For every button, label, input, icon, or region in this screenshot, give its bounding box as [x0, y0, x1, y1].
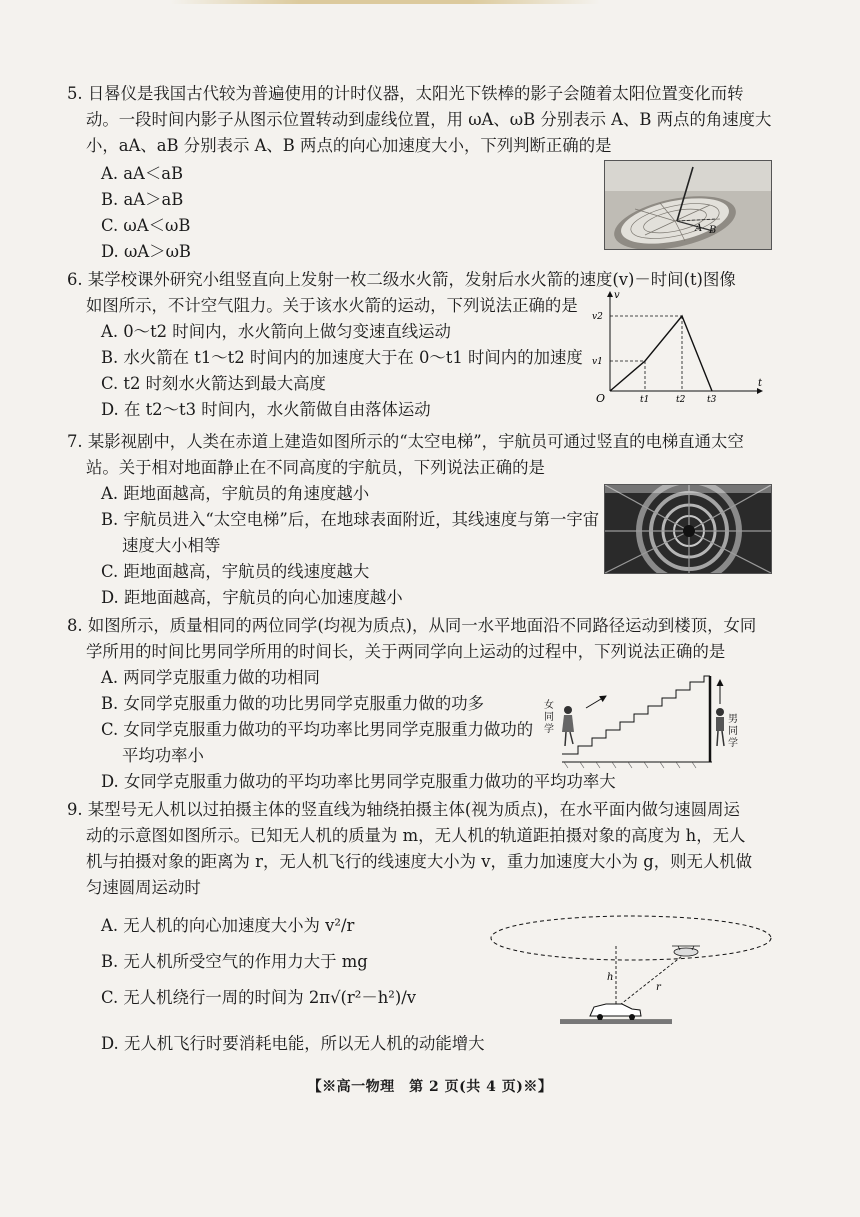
q5-option-b: B. aA＞aB	[101, 190, 184, 209]
q5-option-a: A. aA＜aB	[101, 164, 184, 183]
q9-stem-line3: 机与拍摄对象的距离为 r，无人机飞行的线速度大小为 v，重力加速度大小为 g，则无人机做	[86, 852, 753, 871]
q6-stem-line1: 6. 某学校课外研究小组竖直向上发射一枚二级水火箭，发射后水火箭的速度(v)－时间(t)图像	[67, 270, 736, 289]
girl-direction-arrow	[586, 696, 606, 708]
vt-graph	[590, 286, 770, 406]
q9-stem-line1: 9. 某型号无人机以过拍摄主体的竖直线为轴绕拍摄主体(视为质点)，在水平面内做匀速圆周运	[67, 800, 740, 819]
vt-curve	[610, 316, 712, 391]
girl-label-1: 女	[544, 700, 554, 711]
drone-orbit	[491, 916, 771, 960]
q9-option-a: A. 无人机的向心加速度大小为 v²/r	[101, 916, 355, 935]
boy-label-3: 学	[728, 738, 738, 749]
q7-stem-line2: 站。关于相对地面静止在不同高度的宇航员，下列说法正确的是	[86, 458, 545, 477]
drone-icon	[672, 946, 700, 956]
car-icon	[590, 1004, 641, 1020]
sundial-photo	[604, 160, 772, 250]
sundial-point-a-label: A	[695, 223, 703, 234]
q8-option-b: B. 女同学克服重力做的功比男同学克服重力做的功多	[101, 694, 485, 713]
q7-option-a: A. 距地面越高，宇航员的角速度越小	[101, 484, 370, 503]
q5-stem-line2: 动。一段时间内影子从图示位置转动到虚线位置，用 ωA、ωB 分别表示 A、B 两点的角速度大	[86, 110, 772, 129]
page-footer: 【※高一物理 第 2 页(共 4 页)※】	[307, 1079, 553, 1095]
q6-option-b: B. 水火箭在 t1～t2 时间内的加速度大于在 0～t1 时间内的加速度	[101, 348, 583, 367]
vt-t1-label: t1	[640, 395, 650, 405]
q9-stem-line4: 匀速圆周运动时	[86, 878, 201, 897]
q7-stem-line1: 7. 某影视剧中，人类在赤道上建造如图所示的“太空电梯”，宇航员可通过竖直的电梯直通太空	[67, 432, 744, 451]
scan-edge-mark	[170, 0, 600, 4]
boy-label-2: 同	[728, 726, 738, 737]
q7-option-b-line1: B. 宇航员进入“太空电梯”后，在地球表面附近，其线速度与第一宇宙	[101, 510, 600, 529]
q9-stem-line2: 动的示意图如图所示。已知无人机的质量为 m，无人机的轨道距拍摄对象的高度为 h，无人	[86, 826, 746, 845]
q8-stem-line1: 8. 如图所示，质量相同的两位同学(均视为质点)，从同一水平地面沿不同路径运动到楼顶，女同	[67, 616, 757, 635]
q5-stem-line3: 小，aA、aB 分别表示 A、B 两点的向心加速度大小，下列判断正确的是	[86, 136, 612, 155]
q5-option-d: D. ωA＞ωB	[101, 242, 191, 261]
q7-option-c: C. 距地面越高，宇航员的线速度越大	[101, 562, 370, 581]
stairs-outline	[562, 676, 710, 754]
vt-origin-label: O	[596, 392, 606, 405]
q6-option-a: A. 0～t2 时间内，水火箭向上做匀变速直线运动	[101, 322, 451, 341]
boy-label-1: 男	[728, 714, 738, 725]
stairs-figure	[540, 666, 770, 772]
distance-label: r	[656, 982, 661, 993]
height-label: h	[607, 972, 614, 983]
q7-option-d: D. 距地面越高，宇航员的向心加速度越小	[101, 588, 403, 607]
girl-label-2: 同	[544, 712, 554, 723]
vt-t-label: t	[758, 378, 763, 389]
q5-option-c: C. ωA＜ωB	[101, 216, 191, 235]
girl-label-3: 学	[544, 724, 554, 735]
q6-option-c: C. t2 时刻水火箭达到最大高度	[101, 374, 326, 393]
vt-v1-label: v1	[592, 357, 603, 367]
vt-v2-label: v2	[592, 312, 603, 322]
vt-v-label: v	[614, 290, 620, 301]
sundial-point-b-label: B	[709, 225, 717, 236]
boy-figure	[716, 708, 724, 746]
girl-figure	[562, 706, 574, 746]
q5-stem-line1: 5. 日晷仪是我国古代较为普遍使用的计时仪器，太阳光下铁棒的影子会随着太阳位置变化而转	[67, 84, 744, 103]
q8-stem-line2: 学所用的时间比男同学所用的时间长，关于两同学向上运动的过程中，下列说法正确的是	[86, 642, 726, 661]
q8-option-c-line1: C. 女同学克服重力做功的平均功率比男同学克服重力做功的	[101, 720, 534, 739]
q6-stem-line2: 如图所示，不计空气阻力。关于该水火箭的运动，下列说法正确的是	[86, 296, 578, 315]
q9-option-b: B. 无人机所受空气的作用力大于 mg	[101, 952, 368, 971]
q9-option-c: C. 无人机绕行一周的时间为 2π√(r²－h²)/v	[101, 988, 417, 1007]
q8-option-a: A. 两同学克服重力做的功相同	[101, 668, 320, 687]
q9-option-d: D. 无人机飞行时要消耗电能，所以无人机的动能增大	[101, 1034, 485, 1053]
q6-option-d: D. 在 t2～t3 时间内，水火箭做自由落体运动	[101, 400, 431, 419]
distance-line	[616, 956, 682, 1008]
drone-orbit-figure	[486, 910, 776, 1032]
vt-t3-label: t3	[707, 395, 717, 405]
q7-option-b-line2: 速度大小相等	[122, 536, 221, 555]
space-elevator-photo	[604, 484, 772, 574]
q8-option-c-line2: 平均功率小	[122, 746, 204, 765]
q8-option-d: D. 女同学克服重力做功的平均功率比男同学克服重力做功的平均功率大	[101, 772, 616, 791]
vt-t2-label: t2	[676, 395, 686, 405]
